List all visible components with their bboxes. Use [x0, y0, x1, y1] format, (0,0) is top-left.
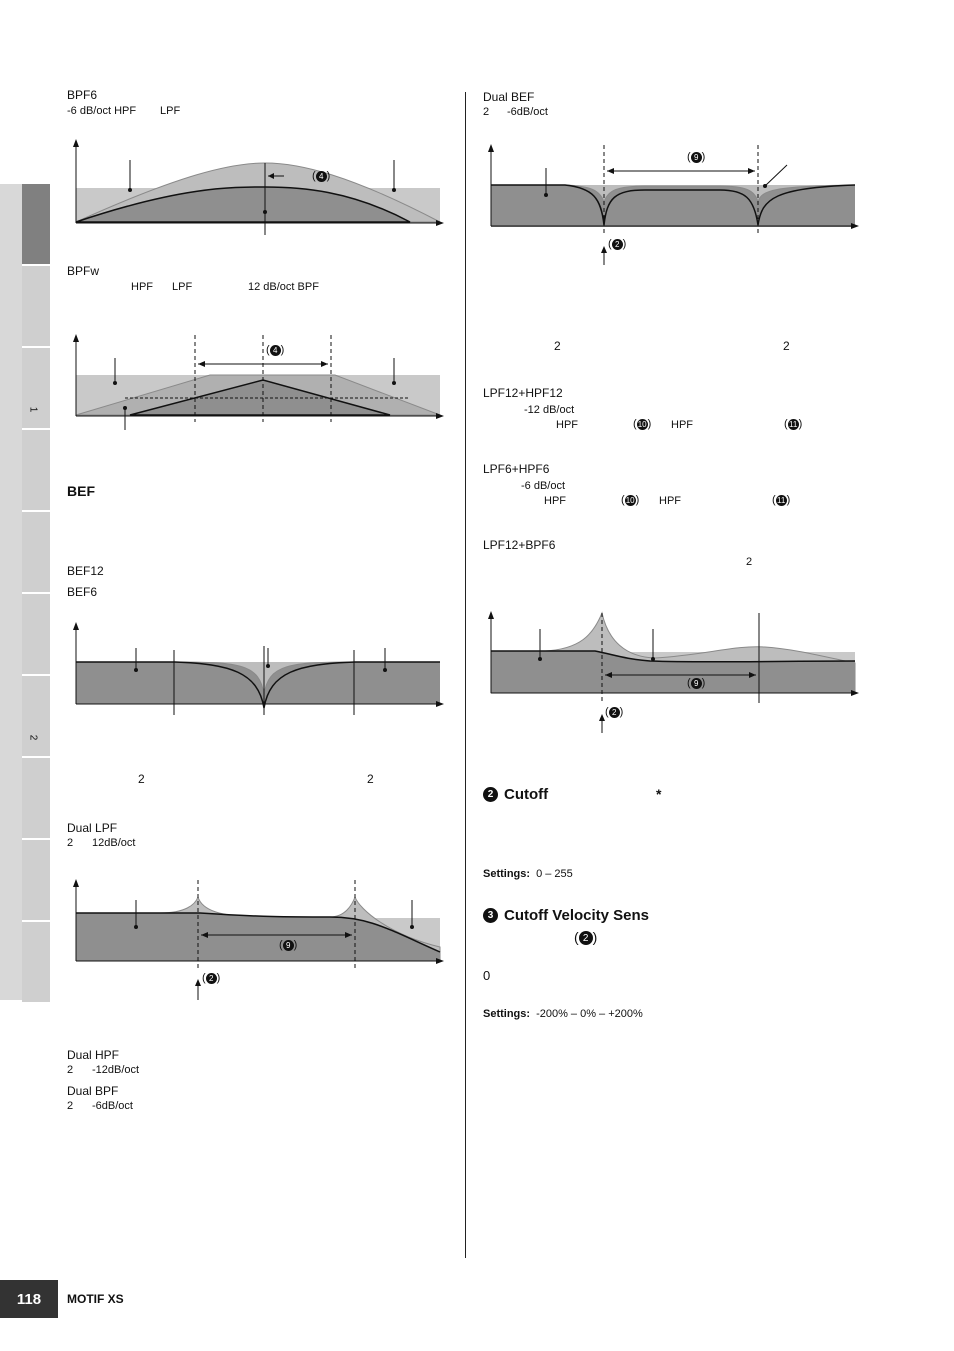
cutoff-heading-text: Cutoff — [504, 786, 549, 803]
lpf12-bpf6-title: LPF12+BPF6 — [483, 538, 556, 552]
settings-value: 0 – 255 — [536, 868, 573, 880]
dual-hpf-desc-slope: -12dB/oct — [92, 1064, 140, 1076]
sidebar-tab[interactable] — [22, 840, 50, 922]
chapter-sidebar — [0, 184, 50, 1000]
ref-number: 11 — [777, 495, 786, 505]
ref-9: ( 9 ) — [687, 677, 706, 689]
sidebar-tab-number: 1 — [27, 406, 39, 413]
cutoff-velocity-number-icon: 3 — [483, 908, 498, 923]
sidebar-tab[interactable] — [22, 594, 50, 676]
dual-lpf-diagram — [60, 875, 450, 1005]
lpf12-hpf12-title: LPF12+HPF12 — [483, 386, 563, 400]
lpf6-hpf6-desc: -6 dB/oct — [521, 480, 566, 492]
dual-lpf-desc-slope: 12dB/oct — [92, 837, 136, 849]
sidebar-tab-number: 2 — [27, 734, 39, 741]
bpfw-desc-hpf: HPF — [131, 281, 153, 293]
cutoff-heading — [483, 786, 548, 803]
lpf12-hpf12-hpf-a: HPF — [556, 419, 578, 431]
bpfw-desc-lpf: LPF — [172, 281, 193, 293]
ref-number: 2 — [609, 707, 620, 718]
ref-number: 10 — [637, 419, 647, 429]
ref-9: ( 9 ) — [279, 939, 298, 951]
lpf12-bpf6-two: 2 — [746, 556, 753, 568]
lpf6-hpf6-title: LPF6+HPF6 — [483, 462, 550, 476]
bef12-title: BEF12 — [67, 564, 104, 578]
ref-2: ( 2 ) — [574, 929, 598, 945]
ref-number: 2 — [612, 239, 623, 250]
settings-label: Settings: — [483, 868, 531, 880]
sidebar-tab[interactable] — [22, 266, 50, 348]
ref-10: (10) — [633, 418, 652, 430]
dual-bef-diagram — [475, 140, 865, 270]
dual-bpf-title: Dual BPF — [67, 1084, 119, 1098]
ref-9: ( 9 ) — [687, 151, 706, 163]
cutoff-settings — [483, 868, 573, 880]
dual-bef-title: Dual BEF — [483, 90, 535, 104]
bef6-title: BEF6 — [67, 585, 98, 599]
dual-lpf-desc-two: 2 — [67, 837, 74, 849]
cutoff-number-icon: 2 — [483, 787, 498, 802]
ref-number: 11 — [789, 419, 798, 429]
dual-bpf-desc-two: 2 — [67, 1100, 74, 1112]
bef-two-a: 2 — [138, 772, 145, 786]
sidebar-tab[interactable] — [22, 430, 50, 512]
cutoff-velocity-zero: 0 — [483, 968, 491, 983]
sidebar-tab-active[interactable] — [22, 184, 50, 266]
dual-hpf-title: Dual HPF — [67, 1048, 120, 1062]
ref-10: (10) — [621, 494, 640, 506]
cutoff-velocity-heading — [483, 907, 649, 924]
dual-bpf-desc-slope: -6dB/oct — [92, 1100, 133, 1112]
bpfw-diagram — [60, 330, 450, 435]
ref-number: 9 — [283, 940, 294, 951]
column-divider — [465, 92, 466, 1258]
ref-2: ( 2 ) — [608, 238, 627, 250]
bef-heading: BEF — [67, 483, 95, 499]
ref-2: ( 2 ) — [605, 706, 624, 718]
ref-number: 10 — [625, 495, 635, 505]
ref-number: 2 — [579, 931, 593, 945]
dual-bef-two-a: 2 — [554, 339, 561, 353]
bpf6-desc-lpf: LPF — [160, 105, 181, 117]
bpfw-desc-bpf: 12 dB/oct BPF — [248, 281, 319, 293]
ref-11: (11) — [772, 494, 791, 506]
dual-bef-two-b: 2 — [783, 339, 790, 353]
settings-value: -200% – 0% – +200% — [536, 1008, 643, 1020]
bef-diagram — [60, 620, 450, 720]
lpf6-hpf6-hpf-b: HPF — [659, 495, 681, 507]
sidebar-tab[interactable] — [22, 758, 50, 840]
cutoff-velocity-settings — [483, 1008, 643, 1020]
dual-bef-desc-slope: -6dB/oct — [507, 106, 548, 118]
ref-4: ( 4 ) — [266, 344, 285, 356]
ref-4: ( 4 ) — [312, 170, 331, 182]
ref-2: ( 2 ) — [202, 972, 221, 984]
sidebar-tab[interactable] — [22, 512, 50, 594]
dual-lpf-title: Dual LPF — [67, 821, 118, 835]
bpf6-diagram — [60, 135, 450, 240]
lpf6-hpf6-hpf-a: HPF — [544, 495, 566, 507]
lpf12-bpf6-diagram — [475, 605, 865, 740]
ref-number: 9 — [691, 152, 702, 163]
bpfw-title: BPFw — [67, 264, 100, 278]
sidebar-tab[interactable] — [22, 922, 50, 1004]
dual-bef-desc-two: 2 — [483, 106, 490, 118]
sidebar-tab[interactable] — [22, 348, 50, 430]
ref-number: 4 — [270, 345, 281, 356]
cutoff-star: * — [656, 786, 662, 802]
bpf6-desc-hpf: -6 dB/oct HPF — [67, 105, 137, 117]
ref-number: 4 — [316, 171, 327, 182]
page-number: 118 — [0, 1280, 58, 1318]
ref-11: (11) — [784, 418, 803, 430]
dual-hpf-desc-two: 2 — [67, 1064, 74, 1076]
settings-label: Settings: — [483, 1008, 531, 1020]
bpf6-title: BPF6 — [67, 88, 98, 102]
product-name: MOTIF XS — [67, 1292, 124, 1306]
ref-number: 2 — [206, 973, 217, 984]
lpf12-hpf12-hpf-b: HPF — [671, 419, 693, 431]
bef-two-b: 2 — [367, 772, 374, 786]
sidebar-tab[interactable] — [22, 676, 50, 758]
cutoff-velocity-heading-text: Cutoff Velocity Sens — [504, 907, 650, 924]
lpf12-hpf12-desc: -12 dB/oct — [524, 404, 575, 416]
ref-number: 9 — [691, 678, 702, 689]
